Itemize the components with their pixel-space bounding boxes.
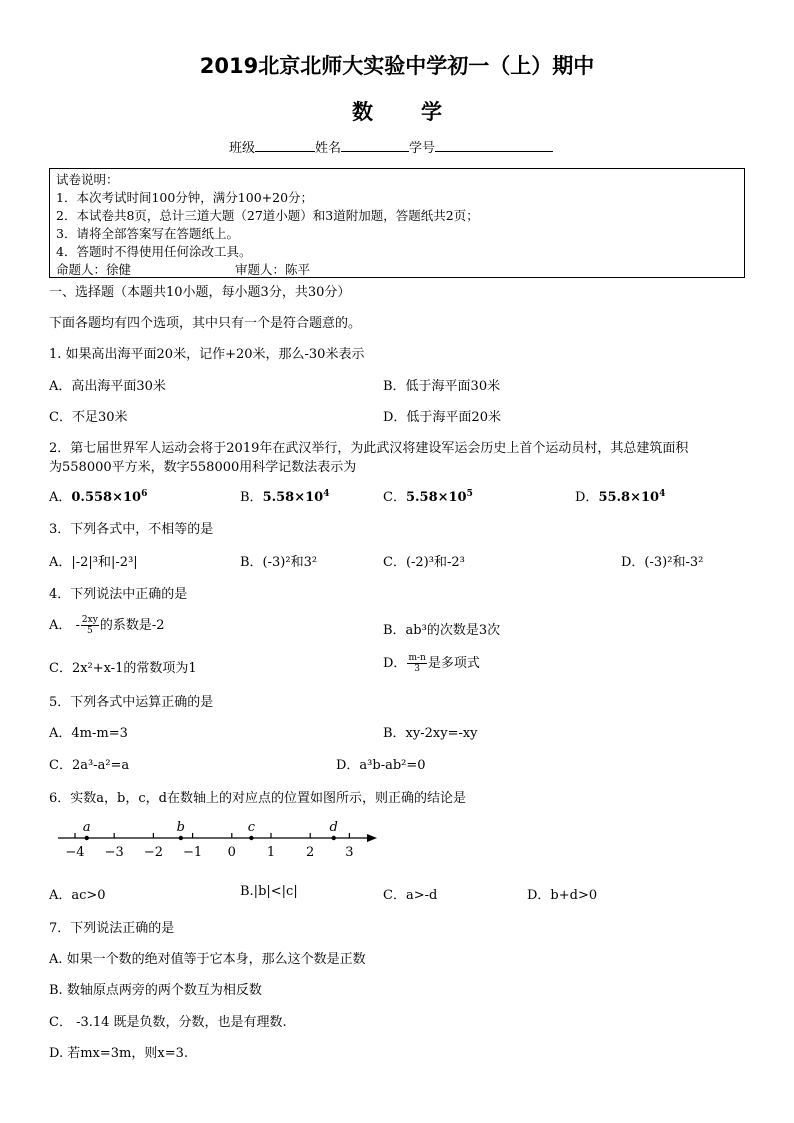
number-line-point-label-d: d [329, 820, 338, 835]
q4-option-c: C．2x²+x-1的常数项为1 [49, 661, 197, 676]
fraction: $\frac{2xy}{5}$ [81, 615, 98, 636]
number-line-point-label-c: c [247, 820, 256, 835]
number-line-tick-label: 0 [227, 845, 236, 860]
number-line-point-c [249, 836, 253, 840]
question-1-stem: 1. 如果高出海平面20米，记作+20米，那么-30米表示 [49, 347, 365, 362]
author-line [56, 260, 310, 278]
q1-option-d: D．低于海平面20米 [383, 410, 501, 425]
q3-option-a: A．|-2|³和|-2³| [49, 555, 138, 570]
section-heading: 一、选择题（本题共10小题，每小题3分，共30分） [49, 285, 351, 300]
instruction-line: 3．请将全部答案写在答题纸上。 [56, 226, 239, 241]
q5-option-d: D．a³b-ab²=0 [336, 758, 426, 773]
number-line-tick-label: −2 [143, 845, 163, 860]
name-label: 姓名 [315, 141, 342, 156]
question-2-stem-cont: 为558000平方米，数字558000用科学记数法表示为 [49, 460, 357, 475]
instructions-box [49, 168, 745, 278]
q7-option-b: B. 数轴原点两旁的两个数互为相反数 [49, 983, 262, 998]
q7-option-d: D. 若mx=3m，则x=3. [49, 1046, 189, 1061]
author: 命题人：徐健 [56, 262, 132, 277]
q4-option-b: B．ab³的次数是3次 [383, 623, 501, 638]
number-line-tick-label: −4 [65, 845, 85, 860]
question-3-stem: 3．下列各式中，不相等的是 [49, 522, 214, 537]
q5-option-c: C．2a³-a²=a [49, 758, 130, 773]
page-title: 2019北京北师大实验中学初一（上）期中 [199, 54, 595, 78]
q3-option-b: B．(-3)²和3² [240, 555, 318, 570]
q3-option-c: C．(-2)³和-2³ [383, 555, 465, 570]
id-blank [435, 139, 553, 152]
q1-option-a: A．高出海平面30米 [49, 379, 166, 394]
q2-option-c: C．$5.58\times 10^5$ [383, 489, 473, 505]
class-blank [255, 139, 315, 152]
name-blank [341, 139, 409, 152]
instructions-heading: 试卷说明： [56, 172, 119, 187]
number-line-point-label-a: a [82, 820, 91, 835]
q1-option-b: B．低于海平面30米 [383, 379, 501, 394]
question-5-stem: 5．下列各式中运算正确的是 [49, 695, 214, 710]
question-2-stem: 2．第七届世界军人运动会将于2019年在武汉举行，为此武汉将建设军运会历史上首个运动员村，其总建筑面积 [49, 441, 689, 456]
number-line-arrow [367, 834, 377, 842]
question-6-stem: 6．实数a，b，c，d在数轴上的对应点的位置如图所示，则正确的结论是 [49, 791, 466, 806]
q4-option-a: A． - $\frac{2xy}{5}$ 的系数是-2 [49, 615, 165, 636]
student-info-line [229, 137, 553, 156]
id-label: 学号 [409, 141, 436, 156]
number-line-point-b [179, 836, 183, 840]
section-intro: 下面各题均有四个选项，其中只有一个是符合题意的。 [49, 316, 362, 331]
number-line-tick-label: 1 [266, 845, 276, 860]
q3-option-d: D．(-3)²和-3² [621, 555, 704, 570]
q6-option-c: C．a>-d [383, 888, 438, 903]
q7-option-a: A. 如果一个数的绝对值等于它本身，那么这个数是正数 [49, 952, 366, 967]
number-line-tick-label: 2 [306, 845, 315, 860]
instruction-line: 1．本次考试时间100分钟，满分100+20分； [56, 190, 314, 205]
q7-option-c: C． -3.14 既是负数，分数，也是有理数. [49, 1015, 287, 1030]
q4-option-d: D． $\frac{m-n}{3}$ 是多项式 [383, 653, 480, 674]
q5-option-b: B．xy-2xy=-xy [383, 726, 478, 741]
q2-option-b: B．$5.58\times 10^4$ [240, 489, 330, 505]
number-line-figure [55, 818, 385, 862]
number-line-point-a [85, 836, 89, 840]
q5-option-a: A．4m-m=3 [49, 726, 128, 741]
fraction: $\frac{m-n}{3}$ [408, 653, 426, 674]
number-line-tick-label: −1 [183, 845, 203, 860]
number-line-point-label-b: b [176, 820, 186, 835]
number-line-tick-label: −3 [104, 845, 124, 860]
q6-option-a: A．ac>0 [49, 888, 106, 903]
class-label: 班级 [229, 141, 256, 156]
number-line-point-d [332, 836, 336, 840]
reviewer: 审题人：陈平 [235, 262, 311, 277]
instruction-line: 4．答题时不得使用任何涂改工具。 [56, 244, 252, 259]
q2-option-a: A．$0.558\times 10^6$ [49, 489, 148, 505]
question-7-stem: 7．下列说法正确的是 [49, 921, 175, 936]
q2-option-d: D．$55.8\times 10^4$ [575, 489, 666, 505]
subject-title: 数学 [352, 100, 490, 124]
q6-option-b: B.|b|<|c| [240, 884, 298, 899]
q1-option-c: C．不足30米 [49, 410, 128, 425]
instruction-line: 2．本试卷共8页，总计三道大题（27道小题）和3道附加题，答题纸共2页； [56, 208, 479, 223]
question-4-stem: 4．下列说法中正确的是 [49, 587, 188, 602]
number-line-tick-label: 3 [345, 845, 354, 860]
q6-option-d: D．b+d>0 [527, 888, 598, 903]
